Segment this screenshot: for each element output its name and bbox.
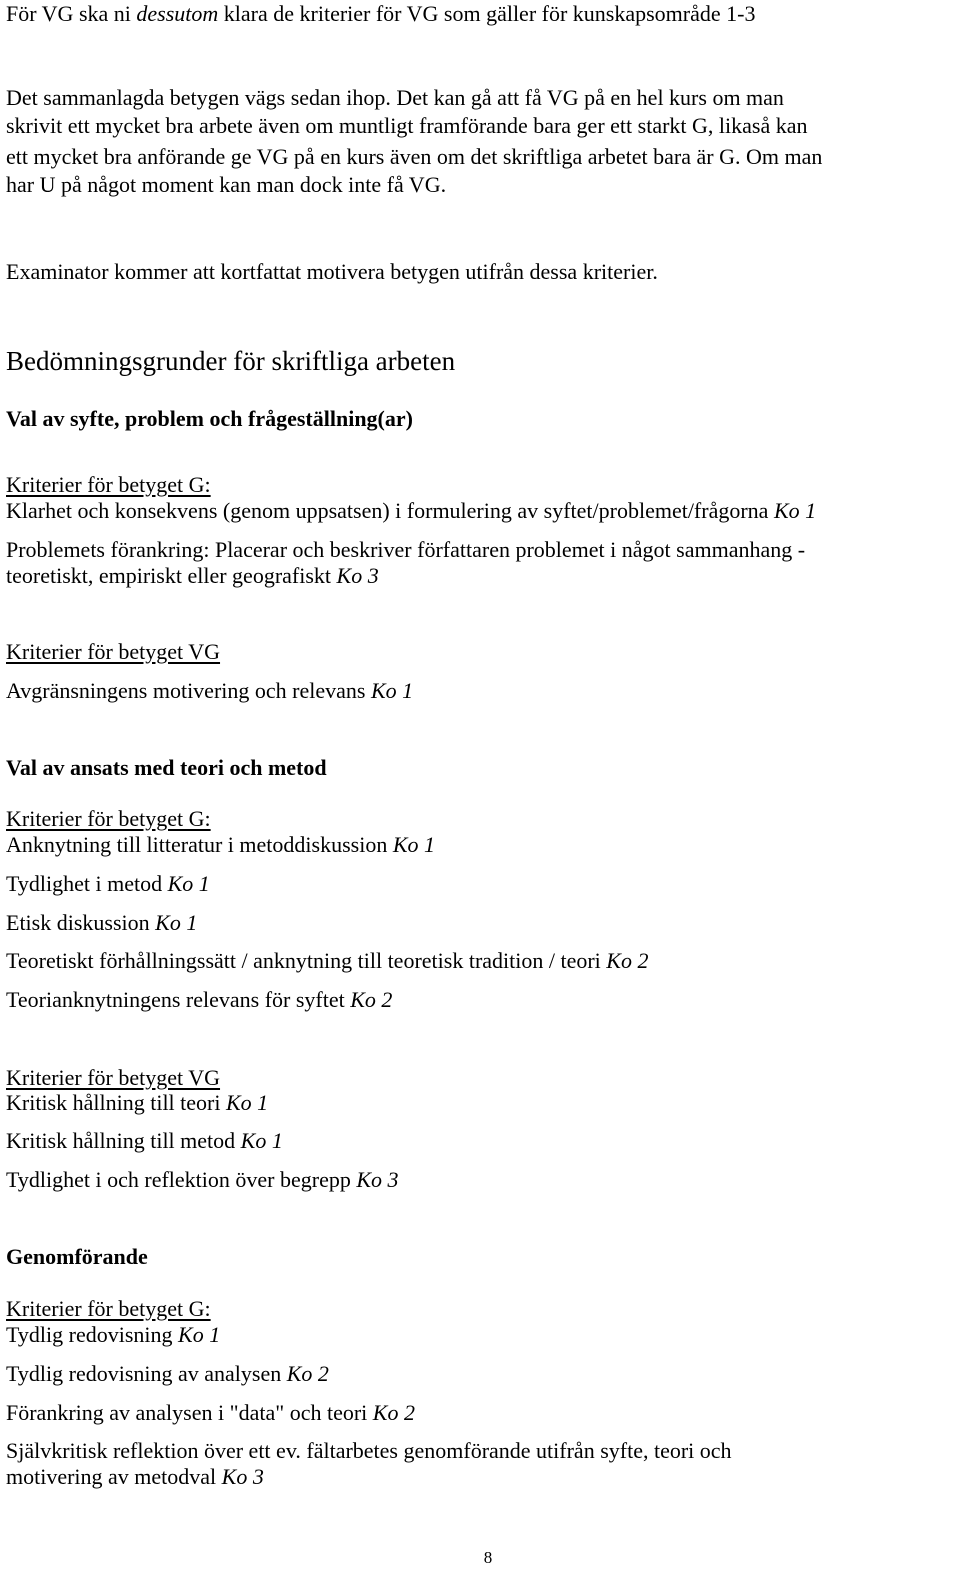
ko-reference: Ko 1 [167, 871, 210, 896]
ko-reference: Ko 3 [356, 1167, 399, 1192]
criterion-item-continued: teoretiskt, empiriskt eller geografiskt Ko 3 [6, 563, 379, 588]
criteria-vg-label: Kriterier för betyget VG [6, 1065, 221, 1090]
criterion-item: Etisk diskussion Ko 1 [6, 910, 198, 935]
ko-reference: Ko 2 [606, 948, 649, 973]
criterion-item: Teoretiskt förhållningssätt / anknytning till teoretisk tradition / teori Ko 2 [6, 948, 649, 973]
criteria-g-label: Kriterier för betyget G: [6, 806, 211, 831]
criterion-item: Tydlighet i och reflektion över begrepp Ko 3 [6, 1167, 399, 1192]
ko-reference: Ko 1 [155, 910, 198, 935]
examiner-note: Examinator kommer att kortfattat motivera betygen utifrån dessa kriterier. [6, 259, 658, 284]
criterion-item: Kritisk hållning till metod Ko 1 [6, 1128, 283, 1153]
criterion-item: Förankring av analysen i "data" och teori Ko 2 [6, 1400, 415, 1425]
criterion-item: Teorianknytningens relevans för syftet Ko 2 [6, 987, 393, 1012]
section-title: Genomförande [6, 1244, 148, 1269]
section-title: Val av syfte, problem och frågeställning(ar) [6, 406, 413, 431]
criterion-item: Kritisk hållning till teori Ko 1 [6, 1090, 269, 1115]
ko-reference: Ko 1 [225, 1090, 269, 1115]
ko-reference: Ko 1 [392, 832, 436, 857]
criterion-item: Tydlig redovisning av analysen Ko 2 [6, 1361, 329, 1386]
criterion-item: Avgränsningens motivering och relevans Ko 1 [6, 678, 414, 703]
ko-reference: Ko 1 [178, 1322, 221, 1347]
ko-reference: Ko 3 [221, 1464, 264, 1489]
ko-reference: Ko 2 [350, 987, 393, 1012]
criterion-item: Klarhet och konsekvens (genom uppsatsen) i formulering av syftet/problemet/frågorna Ko 1 [6, 498, 817, 523]
combined-grade-line: Det sammanlagda betygen vägs sedan ihop. Det kan gå att få VG på en hel kurs om man [6, 85, 784, 110]
criterion-item: Tydlighet i metod Ko 1 [6, 871, 210, 896]
combined-grade-line: skrivit ett mycket bra arbete även om muntligt framförande bara ger ett starkt G, likaså kan [6, 113, 808, 138]
criteria-g-label: Kriterier för betyget G: [6, 1296, 211, 1321]
ko-reference: Ko 2 [286, 1361, 329, 1386]
criteria-vg-label: Kriterier för betyget VG [6, 639, 221, 664]
criterion-item: Självkritisk reflektion över ett ev. fältarbetes genomförande utifrån syfte, teori och [6, 1438, 732, 1463]
emphasis-dessutom: dessutom [136, 1, 219, 26]
vg-requirement-line: För VG ska ni dessutom klara de kriterier för VG som gäller för kunskapsområde 1-3 [6, 1, 756, 26]
criterion-item: Tydlig redovisning Ko 1 [6, 1322, 221, 1347]
criteria-g-label: Kriterier för betyget G: [6, 472, 211, 497]
combined-grade-line: ett mycket bra anförande ge VG på en kurs även om det skriftliga arbetet bara är G. Om man [6, 144, 823, 169]
criterion-item: Problemets förankring: Placerar och beskriver författaren problemet i något sammanhang - [6, 537, 806, 562]
ko-reference: Ko 1 [773, 498, 817, 523]
main-heading: Bedömningsgrunder för skriftliga arbeten [6, 346, 456, 376]
page-number: 8 [483, 1548, 493, 1567]
section-title: Val av ansats med teori och metod [6, 755, 327, 780]
ko-reference: Ko 3 [336, 563, 379, 588]
criterion-item: Anknytning till litteratur i metoddiskussion Ko 1 [6, 832, 436, 857]
ko-reference: Ko 1 [240, 1128, 283, 1153]
ko-reference: Ko 1 [370, 678, 414, 703]
criterion-item-continued: motivering av metodval Ko 3 [6, 1464, 264, 1489]
combined-grade-line: har U på något moment kan man dock inte få VG. [6, 172, 447, 197]
ko-reference: Ko 2 [372, 1400, 415, 1425]
